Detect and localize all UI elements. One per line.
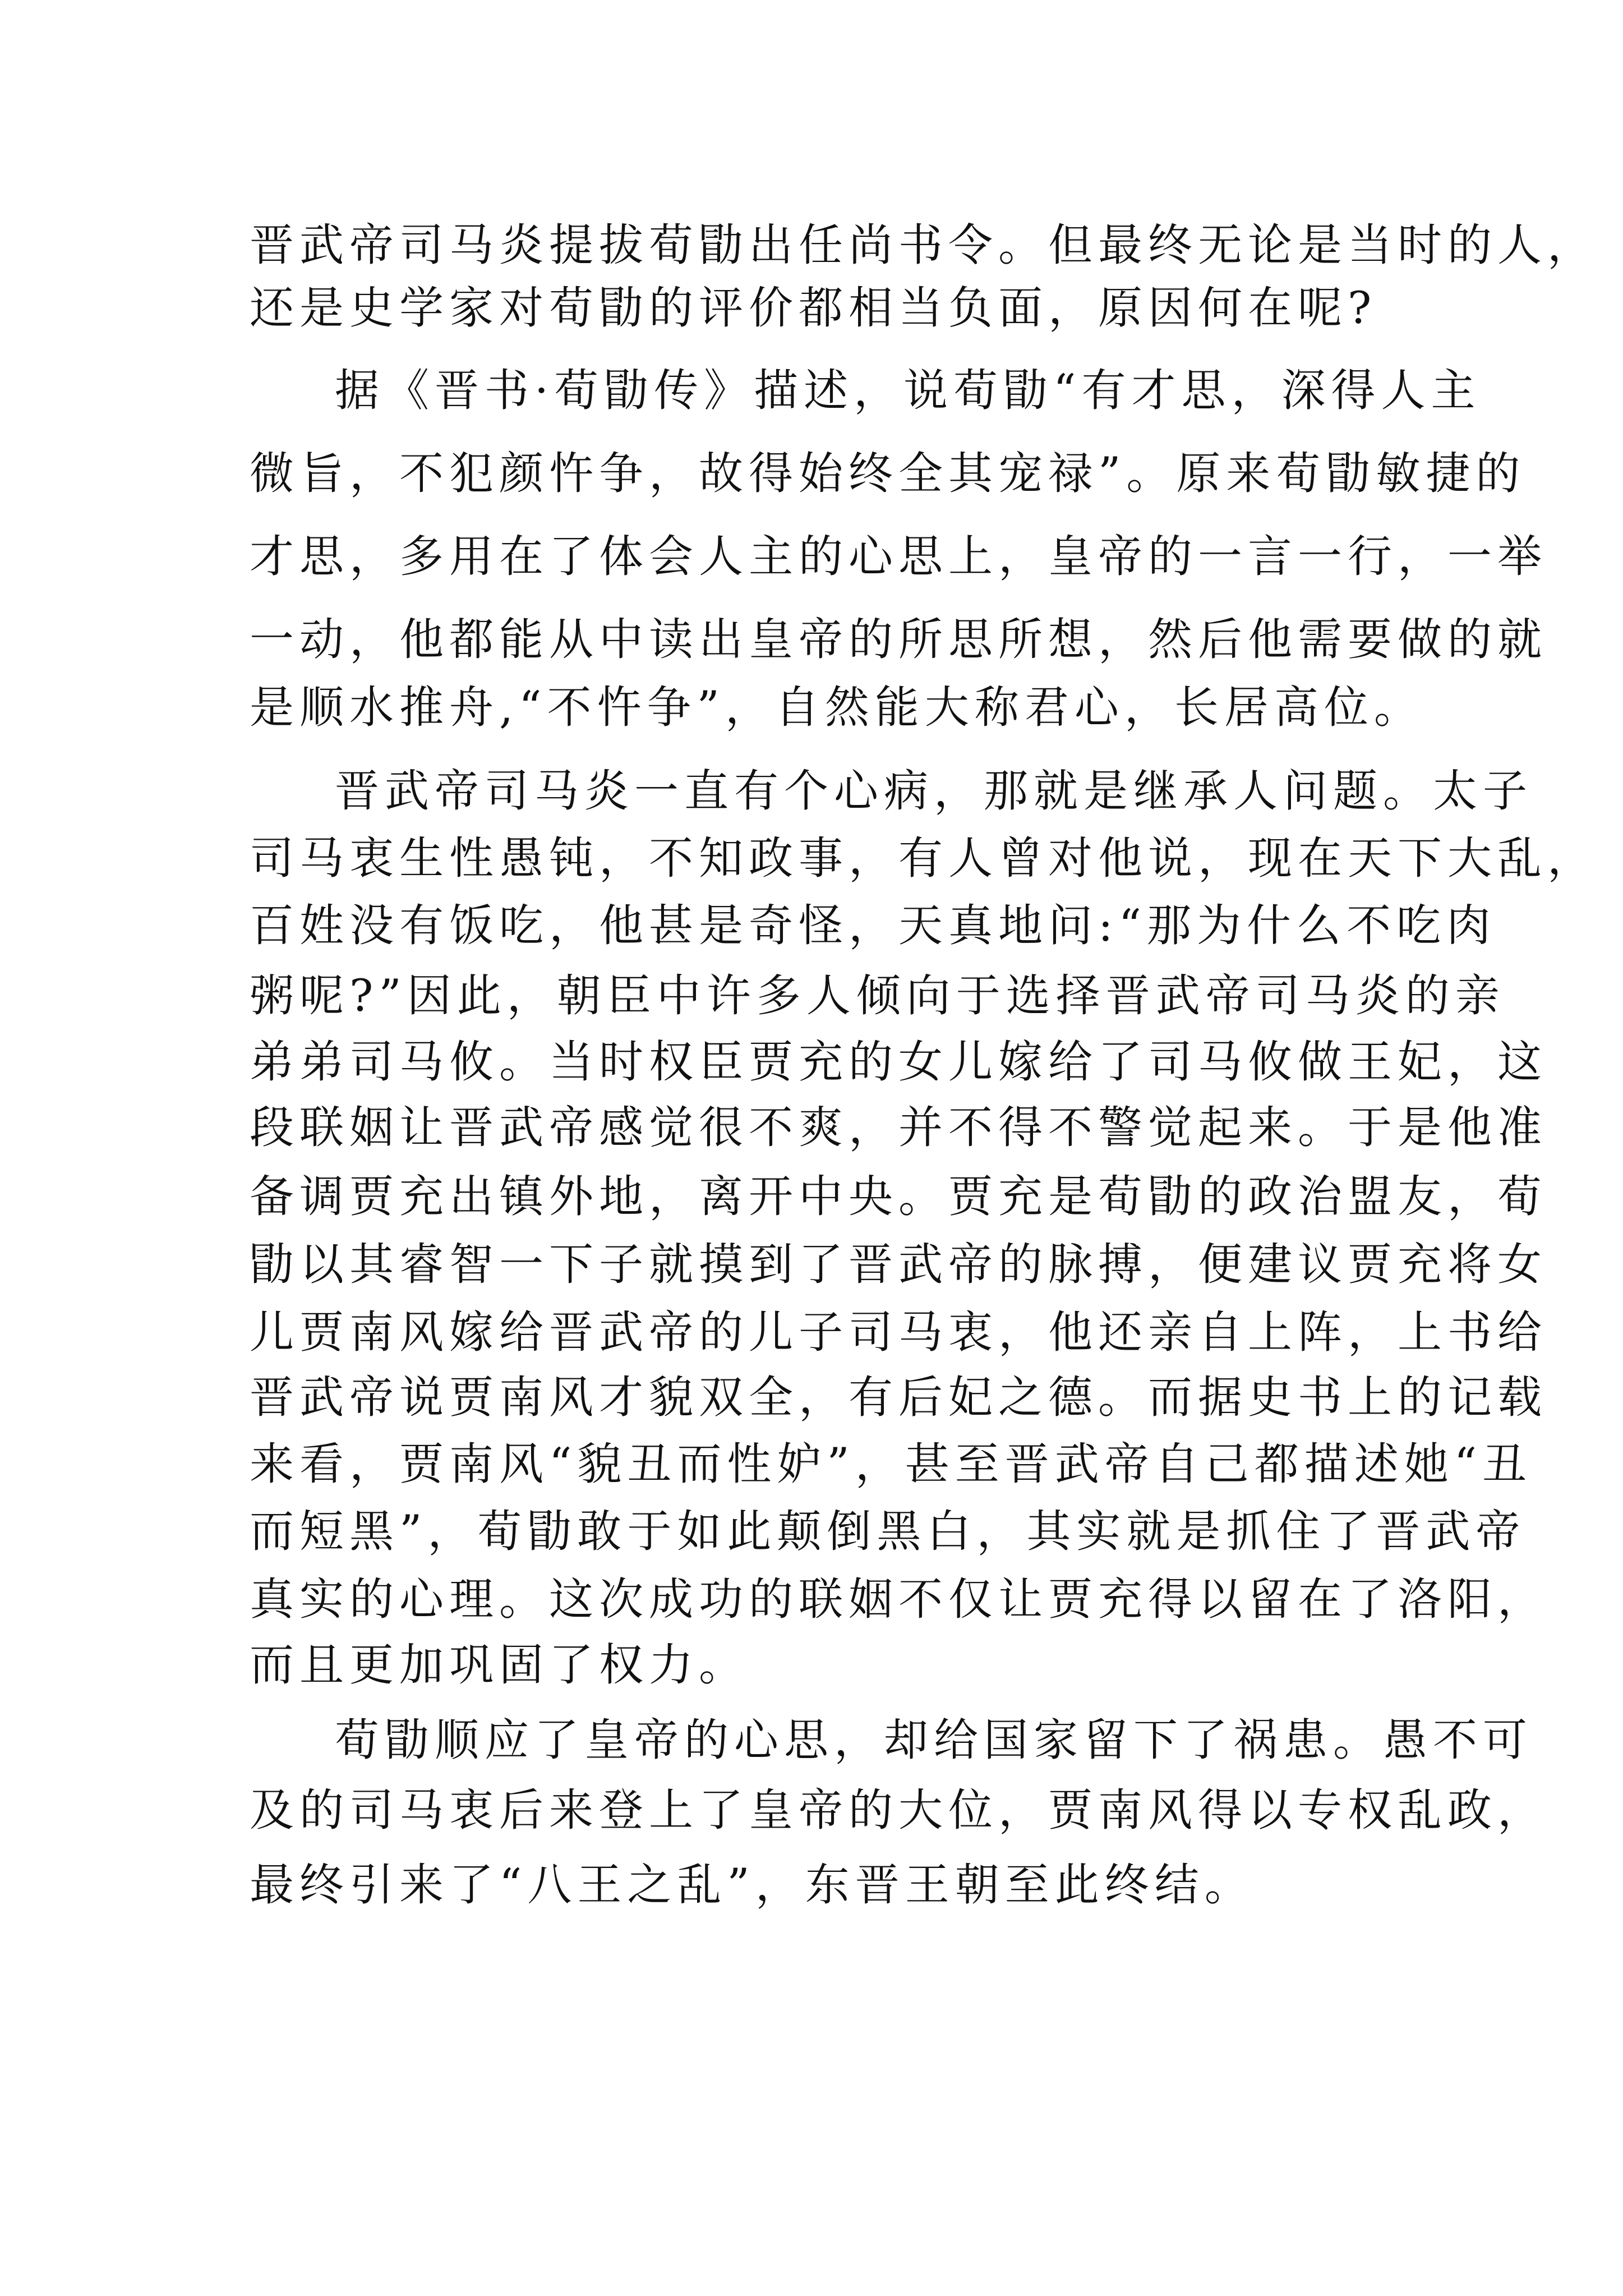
text-line: 晋武帝司马炎提拔荀勖出任尚书令。但最终无论是当时的人，	[250, 219, 1597, 271]
text-line: 百姓没有饭吃，他甚是奇怪，天真地问:“那为什么不吃肉	[250, 900, 1497, 951]
text-line: 才思，多用在了体会人主的心思上，皇帝的一言一行，一举	[250, 531, 1547, 582]
text-line: 一动，他都能从中读出皇帝的所思所想，然后他需要做的就	[250, 614, 1547, 665]
text-line: 晋武帝说贾南风才貌双全，有后妃之德。而据史书上的记载	[250, 1372, 1547, 1423]
text-line: 荀勖顺应了皇帝的心思，却给国家留下了祸患。愚不可	[335, 1714, 1533, 1766]
text-line: 据《晋书·荀勖传》描述，说荀勖“有才思，深得人主	[335, 365, 1481, 416]
text-line: 弟弟司马攸。当时权臣贾充的女儿嫁给了司马攸做王妃，这	[250, 1036, 1547, 1088]
text-line: 真实的心理。这次成功的联姻不仅让贾充得以留在了洛阳，	[250, 1573, 1547, 1625]
text-line: 来看，贾南风“貌丑而性妒”，甚至晋武帝自己都描述她“丑	[250, 1438, 1533, 1490]
text-line: 晋武帝司马炎一直有个心病，那就是继承人问题。太子	[335, 765, 1533, 817]
text-line: 粥呢?”因此，朝臣中许多人倾向于选择晋武帝司马炎的亲	[250, 970, 1505, 1022]
text-line: 是顺水推舟,“不忤争”，自然能大称君心，长居高位。	[250, 682, 1424, 733]
text-line: 还是史学家对荀勖的评价都相当负面，原因何在呢?	[250, 282, 1377, 334]
text-line: 备调贾充出镇外地，离开中央。贾充是荀勖的政治盟友，荀	[250, 1171, 1547, 1222]
text-line: 微旨，不犯颜忤争，故得始终全其宠禄”。原来荀勖敏捷的	[250, 448, 1526, 499]
text-line: 及的司马衷后来登上了皇帝的大位，贾南风得以专权乱政，	[250, 1784, 1547, 1836]
text-line: 最终引来了“八王之乱”，东晋王朝至此终结。	[250, 1859, 1255, 1911]
text-line: 而短黑”，荀勖敢于如此颠倒黑白，其实就是抓住了晋武帝	[250, 1506, 1526, 1557]
text-line: 段联姻让晋武帝感觉很不爽，并不得不警觉起来。于是他准	[250, 1102, 1547, 1153]
text-line: 而且更加巩固了权力。	[250, 1639, 749, 1691]
text-line: 儿贾南风嫁给晋武帝的儿子司马衷，他还亲自上阵，上书给	[250, 1306, 1547, 1358]
text-line: 司马衷生性愚钝，不知政事，有人曾对他说，现在天下大乱，	[250, 832, 1597, 884]
text-line: 勖以其睿智一下子就摸到了晋武帝的脉搏，便建议贾充将女	[250, 1239, 1547, 1290]
